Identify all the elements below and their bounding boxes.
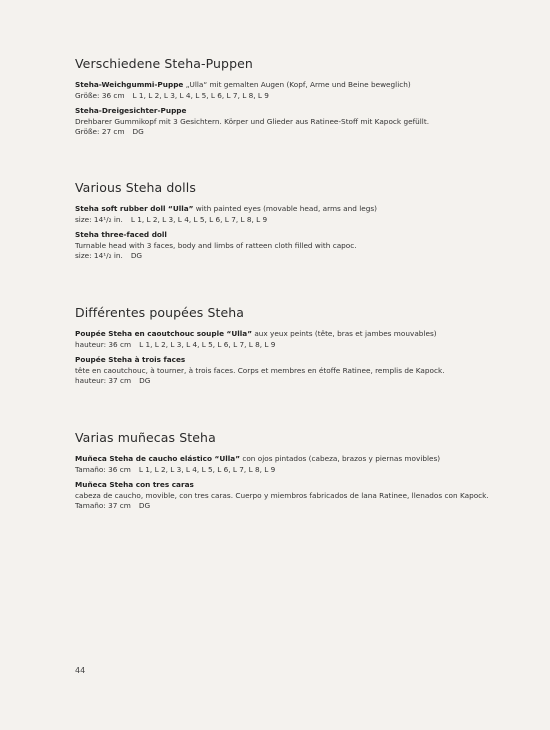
product-name: Poupée Steha en caoutchouc souple “Ulla” bbox=[75, 329, 252, 338]
product-size: Tamaño: 36 cm bbox=[75, 464, 131, 474]
product-name: Poupée Steha à trois faces bbox=[75, 355, 186, 364]
product-codes: L 1, L 2, L 3, L 4, L 5, L 6, L 7, L 8, L 9 bbox=[130, 214, 268, 224]
product-three-faced bbox=[75, 106, 495, 138]
product-description: Drehbarer Gummikopf mit 3 Gesichtern. Körper und Glieder aus Ratinee-Stoff mit Kapock gefüllt. bbox=[75, 116, 430, 126]
product-description: Turnable head with 3 faces, body and limbs of ratteen cloth filled with capoc. bbox=[75, 240, 357, 250]
product-description: tête en caoutchouc, à tourner, à trois faces. Corps et membres en étoffe Ratinee, remplis de Kapock. bbox=[75, 365, 445, 375]
product-ulla bbox=[75, 80, 495, 101]
product-size: Größe: 36 cm bbox=[75, 90, 125, 100]
product-size: Größe: 27 cm bbox=[75, 127, 125, 136]
section-title: Various Steha dolls bbox=[75, 180, 196, 195]
product-name: Steha-Weichgummi-Puppe bbox=[75, 80, 184, 89]
product-codes: DG bbox=[139, 376, 151, 385]
page-number: 44 bbox=[75, 666, 86, 675]
product-codes: DG bbox=[138, 501, 151, 510]
product-codes: L 1, L 2, L 3, L 4, L 5, L 6, L 7, L 8, L 9 bbox=[138, 464, 276, 474]
product-three-faced bbox=[75, 355, 495, 387]
product-size: Tamaño: 37 cm bbox=[75, 501, 131, 510]
product-name: Steha-Dreigesichter-Puppe bbox=[75, 106, 187, 115]
product-description: con ojos pintados (cabeza, brazos y piernas movibles) bbox=[240, 454, 441, 463]
product-ulla bbox=[75, 454, 495, 475]
product-codes: DG bbox=[132, 127, 144, 136]
product-description: cabeza de caucho, movible, con tres caras. Cuerpo y miembros fabricados de lana Ratinee, llenados con Kapock. bbox=[75, 490, 489, 500]
product-size: hauteur: 37 cm bbox=[75, 376, 132, 385]
section-french bbox=[75, 305, 495, 392]
product-description: aux yeux peints (tête, bras et jambes mouvables) bbox=[252, 329, 437, 338]
section-title: Verschiedene Steha-Puppen bbox=[75, 56, 253, 71]
section-english bbox=[75, 180, 495, 267]
product-ulla bbox=[75, 204, 495, 225]
product-codes: L 1, L 2, L 3, L 4, L 5, L 6, L 7, L 8, L 9 bbox=[132, 90, 269, 100]
product-name: Muñeca Steha con tres caras bbox=[75, 480, 194, 489]
product-ulla bbox=[75, 329, 495, 350]
product-description: „Ulla“ mit gemalten Augen (Kopf, Arme und Beine beweglich) bbox=[183, 80, 411, 89]
product-size: size: 14¹/₂ in. bbox=[75, 214, 123, 224]
product-size: size: 14¹/₂ in. bbox=[75, 251, 123, 260]
product-name: Steha three-faced doll bbox=[75, 230, 167, 239]
product-name: Muñeca Steha de caucho elástico “Ulla” bbox=[75, 454, 240, 463]
section-german bbox=[75, 56, 495, 143]
section-title: Différentes poupées Steha bbox=[75, 305, 245, 320]
product-description: with painted eyes (movable head, arms and legs) bbox=[193, 204, 378, 213]
section-spanish bbox=[75, 430, 495, 517]
product-codes: DG bbox=[130, 251, 143, 260]
product-size: hauteur: 36 cm bbox=[75, 339, 132, 349]
product-name: Steha soft rubber doll “Ulla” bbox=[75, 204, 194, 213]
product-three-faced bbox=[75, 230, 495, 262]
product-codes: L 1, L 2, L 3, L 4, L 5, L 6, L 7, L 8, L 9 bbox=[139, 339, 276, 349]
product-three-faced bbox=[75, 480, 495, 512]
section-title: Varias muñecas Steha bbox=[75, 430, 216, 445]
